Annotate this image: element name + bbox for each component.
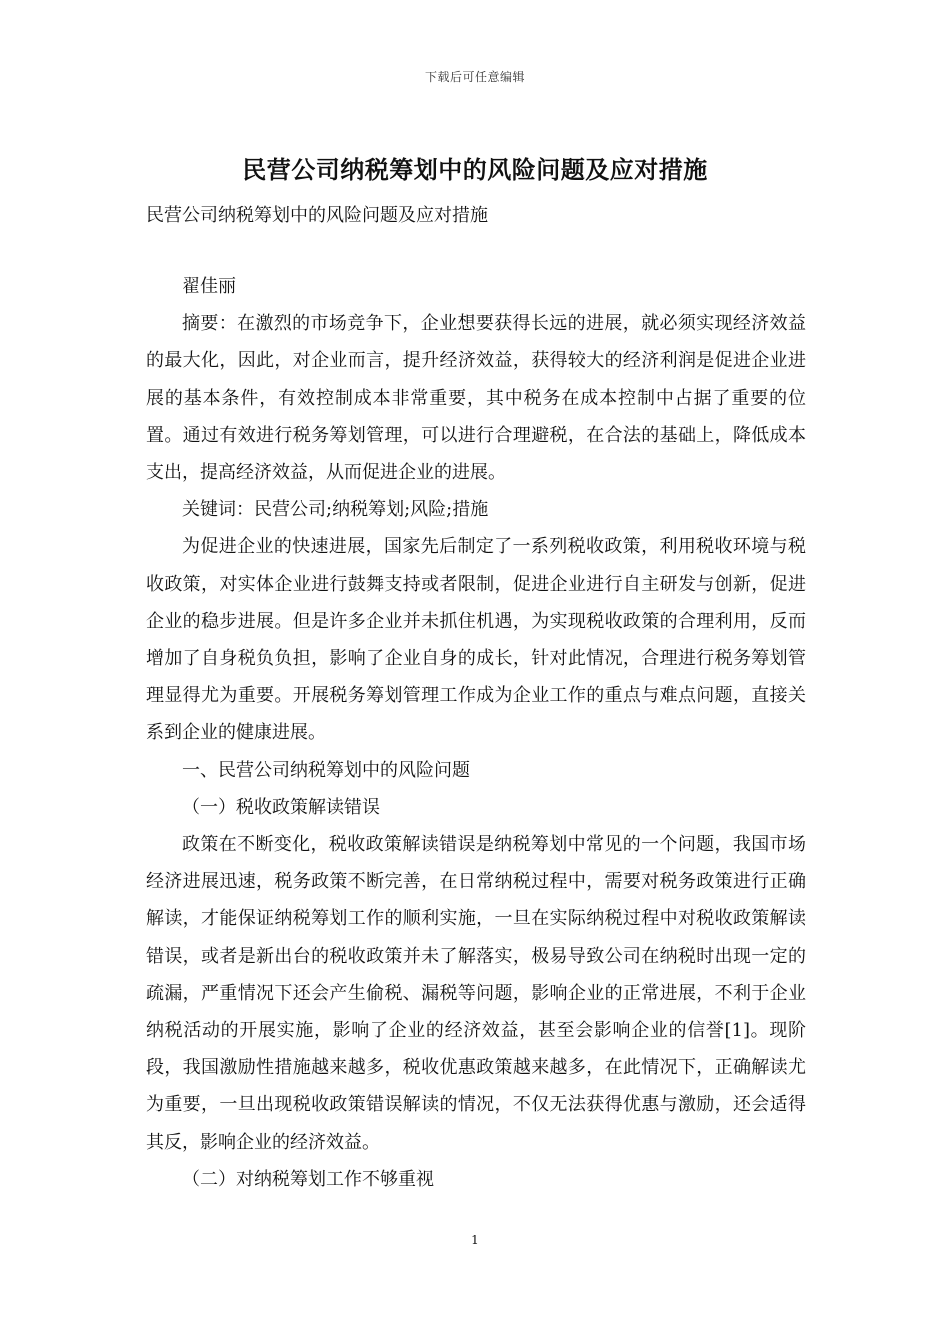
section-heading: 一、民营公司纳税筹划中的风险问题 bbox=[182, 759, 470, 781]
subsection-heading-2: （二）对纳税筹划工作不够重视 bbox=[182, 1168, 434, 1190]
subsection-paragraph: 政策在不断变化，税收政策解读错误是纳税筹划中常见的一个问题，我国市场经济进展迅速，税务政策不断完善，在日常纳税过程中，需要对税务政策进行正确解读，才能保证纳税筹划工作的顺利实施，一旦在实际纳税过程中对税收政策解读错误，或者是新出台的税收政策并未了解落实，极易导致公司在纳税时出现一定的疏漏，严重情况下还会产生偷税、漏税等问题，影响企业的正常进展，不利于企业纳税活动的开展实施，影响了企业的经济效益，甚至会影响企业的信誉[1]。现阶段，我国激励性措施越来越多，税收优惠政策越来越多，在此情况下，正确解读尤为重要，一旦出现税收政策错误解读的情况，不仅无法获得优惠与激励，还会适得其反，影响企业的经济效益。 bbox=[146, 834, 806, 1153]
header-note: 下载后可任意编辑 bbox=[424, 70, 525, 84]
author-line: 翟佳丽 bbox=[182, 276, 236, 297]
document-subtitle: 民营公司纳税筹划中的风险问题及应对措施 bbox=[146, 205, 488, 226]
keywords-line: 关键词：民营公司;纳税筹划;风险;措施 bbox=[182, 499, 489, 521]
abstract-paragraph: 摘要：在激烈的市场竞争下，企业想要获得长远的进展，就必须实现经济效益的最大化，因此，对企业而言，提升经济效益，获得较大的经济利润是促进企业进展的基本条件，有效控制成本非常重要，其中税务在成本控制中占据了重要的位置。通过有效进行税务筹划管理，可以进行合理避税，在合法的基础上，降低成本支出，提高经济效益，从而促进企业的进展。 bbox=[146, 313, 806, 484]
document-title: 民营公司纳税筹划中的风险问题及应对措施 bbox=[242, 155, 708, 184]
subsection-heading: （一）税收政策解读错误 bbox=[182, 796, 380, 818]
page-number: 1 bbox=[471, 1233, 479, 1247]
intro-paragraph: 为促进企业的快速进展，国家先后制定了一系列税收政策，利用税收环境与税收政策，对实体企业进行鼓舞支持或者限制，促进企业进行自主研发与创新，促进企业的稳步进展。但是许多企业并未抓住机遇，为实现税收政策的合理利用，反而增加了自身税负负担，影响了企业自身的成长，针对此情况，合理进行税务筹划管理显得尤为重要。开展税务筹划管理工作成为企业工作的重点与难点问题，直接关系到企业的健康进展。 bbox=[146, 536, 806, 744]
document-body bbox=[146, 268, 806, 1198]
